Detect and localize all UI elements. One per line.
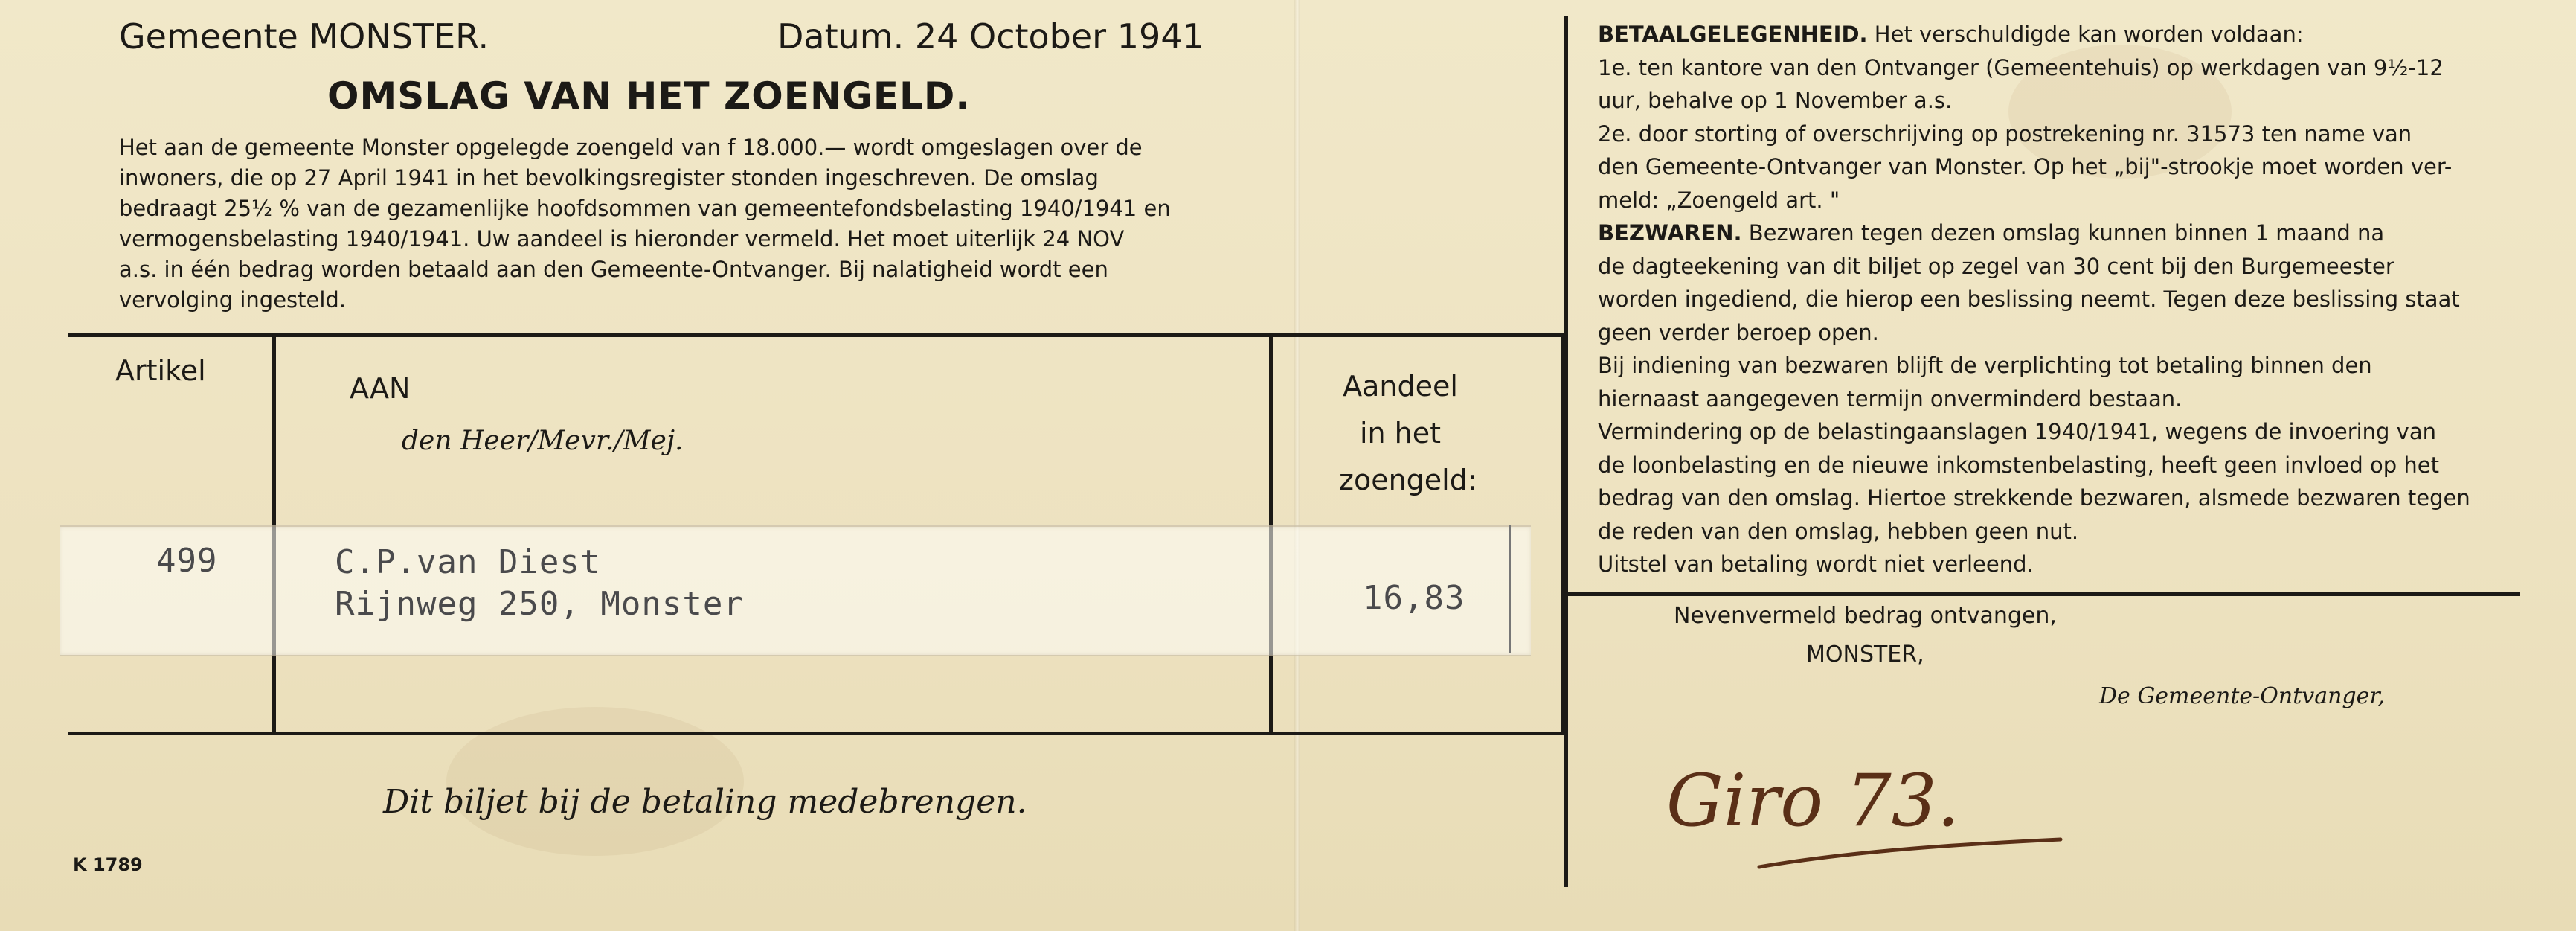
payment-terms-line (1598, 548, 2520, 581)
payment-terms-line (1598, 383, 2520, 416)
section-heading: BEZWAREN. (1598, 220, 1742, 246)
column-header-artikel: Artikel (115, 354, 206, 387)
strip-edge (1509, 525, 1511, 653)
column-header-line: zoengeld: (1339, 464, 1477, 496)
table-bottom-rule (68, 732, 1565, 735)
line-text: Het verschuldigde kan worden voldaan: (1867, 22, 2304, 47)
payment-note: Dit biljet bij de betaling medebrengen. (383, 783, 1027, 821)
payment-terms-line (1598, 415, 2520, 449)
handwritten-text: Giro 73. (1666, 759, 1960, 842)
column-header-aandeel (1339, 363, 1477, 504)
line-text: uur, behalve op 1 November a.s. (1598, 88, 1953, 113)
line-text: meld: „Zoengeld art. " (1598, 187, 1840, 213)
received-statement: Nevenvermeld bedrag ontvangen, (1674, 603, 2057, 629)
intro-line: inwoners, die op 27 April 1941 in het bevolkingsregister stonden ingeschreven. De omslag (119, 165, 1099, 191)
line-text: de reden van den omslag, hebben geen nut. (1598, 518, 2079, 544)
form-code: K 1789 (73, 854, 143, 875)
handwritten-note (1666, 759, 1959, 842)
paper-fold (1294, 0, 1300, 931)
entry-address: Rijnweg 250, Monster (335, 585, 744, 623)
payment-terms-line (1598, 150, 2520, 184)
line-text: 1e. ten kantore van den Ontvanger (Gemeentehuis) op werkdagen van 9½-12 (1598, 54, 2444, 80)
payment-terms-line (1598, 482, 2520, 515)
payment-terms-line (1598, 515, 2520, 548)
payment-terms-line (1598, 316, 2520, 350)
column-header-aan: AAN (350, 372, 411, 405)
line-text: de loonbelasting en de nieuwe inkomstenbelasting, heeft geen invloed op het (1598, 452, 2439, 478)
paper-stain (446, 707, 744, 856)
column-header-aan-sub: den Heer/Mevr./Mej. (402, 426, 684, 456)
column-header-line: in het (1359, 417, 1442, 449)
entry-artikel: 499 (156, 542, 218, 580)
intro-line: Het aan de gemeente Monster opgelegde zoengeld van f 18.000.— wordt omgeslagen over de (119, 135, 1143, 160)
payment-terms-line (1598, 84, 2520, 118)
intro-line: vermogensbelasting 1940/1941. Uw aandeel is hieronder vermeld. Het moet uiterlijk 24 NOV (119, 226, 1125, 252)
line-text: geen verder beroep open. (1598, 319, 1879, 345)
payment-terms-line (1598, 51, 2520, 85)
entry-name: C.P.van Diest (335, 543, 601, 581)
document-title: OMSLAG VAN HET ZOENGELD. (327, 74, 971, 118)
municipality-name: Gemeente MONSTER. (119, 16, 489, 57)
entry-amount: 16,83 (1363, 579, 1465, 617)
intro-paragraph (119, 132, 1235, 316)
line-text: bedrag van den omslag. Hiertoe strekkende bezwaren, alsmede bezwaren tegen (1598, 485, 2470, 511)
line-text: Vermindering op de belastingaanslagen 1940/1941, wegens de invoering van (1598, 419, 2436, 444)
received-place: MONSTER, (1806, 642, 1924, 668)
column-header-line: Aandeel (1343, 370, 1458, 403)
payment-terms-line (1598, 184, 2520, 217)
section-heading: BETAALGELEGENHEID. (1598, 22, 1868, 47)
payment-terms-line (1598, 18, 2520, 51)
line-text: hiernaast aangegeven termijn onverminderd bestaan. (1598, 385, 2182, 412)
entry-addressee (335, 542, 744, 625)
payment-terms-line (1598, 449, 2520, 482)
payment-terms-line (1598, 349, 2520, 383)
line-text: de dagteekening van dit biljet op zegel van 30 cent bij den Burgemeester (1598, 253, 2394, 279)
payment-terms-line (1598, 118, 2520, 151)
intro-line: bedraagt 25½ % van de gezamenlijke hoofdsommen van gemeentefondsbelasting 1940/1941 en (119, 196, 1171, 221)
intro-line: vervolging ingesteld. (119, 287, 347, 313)
line-text: Uitstel van betaling wordt niet verleend. (1598, 551, 2034, 577)
right-panel-divider (1564, 16, 1568, 887)
payment-terms-line (1598, 283, 2520, 316)
line-text: 2e. door storting of overschrijving op postrekening nr. 31573 ten name van (1598, 121, 2412, 147)
table-top-rule (68, 333, 1565, 337)
document-date: Datum. 24 October 1941 (777, 16, 1204, 57)
line-text: Bij indiening van bezwaren blijft de verplichting tot betaling binnen den (1598, 353, 2372, 378)
payment-terms-line (1598, 250, 2520, 284)
intro-line: a.s. in één bedrag worden betaald aan den Gemeente-Ontvanger. Bij nalatigheid wordt een (119, 257, 1108, 282)
line-text: worden ingediend, die hierop een beslissing neemt. Tegen deze beslissing staat (1598, 287, 2460, 312)
right-panel-rule (1568, 592, 2520, 596)
line-text: Bezwaren tegen dezen omslag kunnen binnen 1 maand na (1741, 220, 2385, 246)
payment-terms-line (1598, 217, 2520, 250)
receiver-title: De Gemeente-Ontvanger, (2099, 683, 2385, 709)
typed-label-strip (60, 525, 1531, 656)
line-text: den Gemeente-Ontvanger van Monster. Op het „bij"-strookje moet worden ver- (1598, 154, 2453, 179)
payment-terms-text (1598, 18, 2520, 581)
handwritten-underline (1756, 834, 2068, 878)
